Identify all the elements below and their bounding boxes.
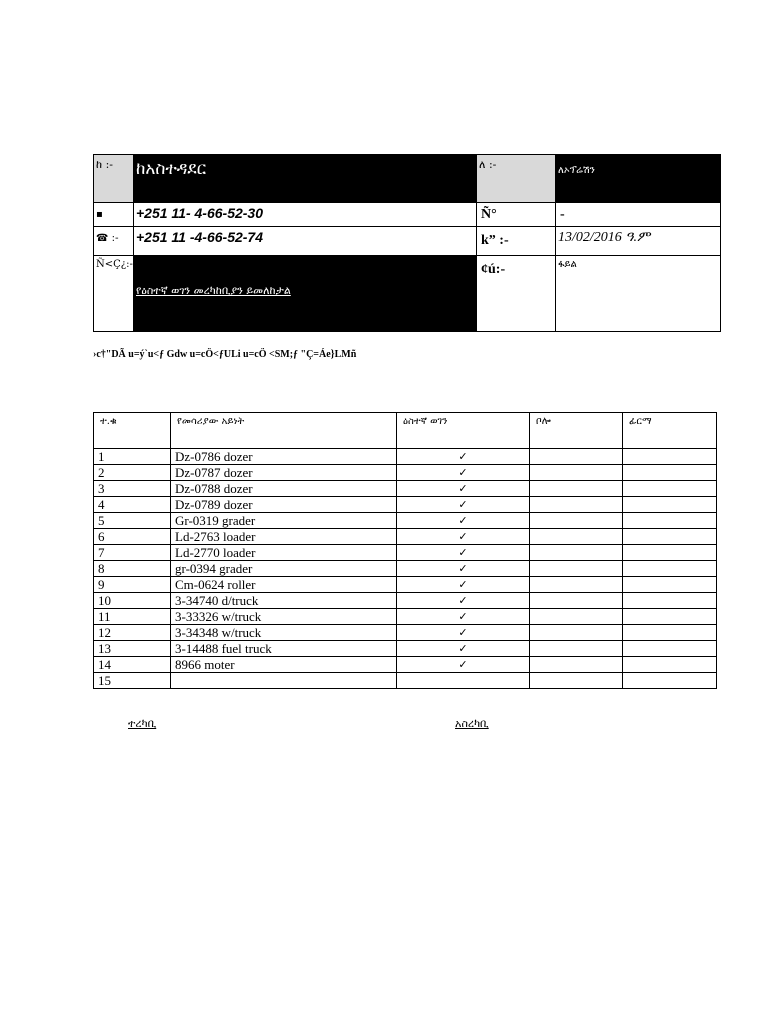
cell-check: ✓: [397, 449, 530, 465]
cell-bolo: [530, 561, 623, 577]
cell-type: Dz-0788 dozer: [171, 481, 397, 497]
cell-bolo: [530, 529, 623, 545]
cell-type: 3-34348 w/truck: [171, 625, 397, 641]
cell-check: ✓: [397, 641, 530, 657]
cc-label: ¢ú:-: [477, 256, 556, 332]
cell-bolo: [530, 593, 623, 609]
cell-check: ✓: [397, 513, 530, 529]
memo-header-table: [93, 154, 721, 332]
cell-signature: [623, 545, 717, 561]
cell-check: ✓: [397, 657, 530, 673]
cell-type: gr-0394 grader: [171, 561, 397, 577]
cell-no: 13: [94, 641, 171, 657]
cell-signature: [623, 481, 717, 497]
reference-line: ›c†"DÃ u=ý`u<ƒ Gdw u=cÖ<ƒULi u=cÖ <SM;ƒ "Ç=Áe}LMñ: [93, 349, 357, 360]
date-label: k” :-: [477, 227, 556, 256]
cell-type: 8966 moter: [171, 657, 397, 673]
cell-no: 1: [94, 449, 171, 465]
cell-check: ✓: [397, 529, 530, 545]
to-label: ለ :-: [477, 155, 556, 203]
cell-signature: [623, 593, 717, 609]
cell-bolo: [530, 465, 623, 481]
phone2-label: ☎ :-: [94, 227, 134, 256]
from-label: ከ :-: [94, 155, 134, 203]
col-header-no: ተ.ቁ: [94, 413, 171, 449]
cell-signature: [623, 625, 717, 641]
cell-no: 2: [94, 465, 171, 481]
cell-check: ✓: [397, 545, 530, 561]
cell-signature: [623, 577, 717, 593]
cell-signature: [623, 609, 717, 625]
cell-signature: [623, 641, 717, 657]
date-value: 13/02/2016 ዓ.ም: [556, 227, 721, 256]
cell-type: Dz-0787 dozer: [171, 465, 397, 481]
cell-signature: [623, 529, 717, 545]
cell-bolo: [530, 657, 623, 673]
table-row: [94, 449, 717, 465]
cell-check: ✓: [397, 625, 530, 641]
cell-check: [397, 673, 530, 689]
cell-no: 14: [94, 657, 171, 673]
cell-signature: [623, 657, 717, 673]
table-row: [94, 465, 717, 481]
table-row: [94, 673, 717, 689]
cell-bolo: [530, 497, 623, 513]
cell-bolo: [530, 481, 623, 497]
table-row: [94, 513, 717, 529]
cell-signature: [623, 673, 717, 689]
cell-type: Ld-2770 loader: [171, 545, 397, 561]
cell-check: ✓: [397, 465, 530, 481]
cell-check: ✓: [397, 481, 530, 497]
table-row: [94, 641, 717, 657]
ref-value: -: [556, 203, 721, 227]
cell-type: Dz-0789 dozer: [171, 497, 397, 513]
cell-signature: [623, 497, 717, 513]
from-value: ከአስተዳደር: [134, 155, 477, 203]
cell-check: ✓: [397, 497, 530, 513]
cell-bolo: [530, 577, 623, 593]
table-row: [94, 593, 717, 609]
cell-no: 12: [94, 625, 171, 641]
cell-type: [171, 673, 397, 689]
cell-no: 7: [94, 545, 171, 561]
table-row: [94, 625, 717, 641]
cc-value: ፋይል: [556, 256, 721, 332]
cell-no: 6: [94, 529, 171, 545]
cell-check: ✓: [397, 577, 530, 593]
cell-bolo: [530, 513, 623, 529]
cell-signature: [623, 513, 717, 529]
table-row: [94, 481, 717, 497]
cell-bolo: [530, 641, 623, 657]
cell-no: 4: [94, 497, 171, 513]
equipment-table: [93, 412, 717, 689]
cell-signature: [623, 449, 717, 465]
subject-value: የዕስተኛ ወገን መረካከቢያን ይመለከታል: [134, 256, 477, 332]
cell-type: 3-14488 fuel truck: [171, 641, 397, 657]
ref-label: Ñ°: [477, 203, 556, 227]
table-header-row: [94, 413, 717, 449]
col-header-signature: ፊርማ: [623, 413, 717, 449]
cell-type: 3-33326 w/truck: [171, 609, 397, 625]
cell-bolo: [530, 673, 623, 689]
cell-type: Cm-0624 roller: [171, 577, 397, 593]
table-row: [94, 577, 717, 593]
phone2-value: +251 11 -4-66-52-74: [134, 227, 477, 256]
cell-no: 9: [94, 577, 171, 593]
col-header-bolo: ቦሎ: [530, 413, 623, 449]
cell-bolo: [530, 625, 623, 641]
table-row: [94, 545, 717, 561]
received-by-label: ተረካቢ: [128, 717, 157, 730]
cell-check: ✓: [397, 561, 530, 577]
table-row: [94, 561, 717, 577]
cell-check: ✓: [397, 593, 530, 609]
cell-signature: [623, 561, 717, 577]
phone1-value: +251 11- 4-66-52-30: [134, 203, 477, 227]
to-value: ለኦፕሬሽን: [556, 155, 721, 203]
col-header-third-party: ዕስተኛ ወገን: [397, 413, 530, 449]
cell-bolo: [530, 545, 623, 561]
col-header-type: የመሳሪያው አይነት: [171, 413, 397, 449]
cell-bolo: [530, 449, 623, 465]
cell-signature: [623, 465, 717, 481]
table-row: [94, 657, 717, 673]
table-row: [94, 609, 717, 625]
table-row: [94, 497, 717, 513]
cell-no: 3: [94, 481, 171, 497]
cell-no: 5: [94, 513, 171, 529]
cell-no: 8: [94, 561, 171, 577]
cell-type: Dz-0786 dozer: [171, 449, 397, 465]
cell-no: 11: [94, 609, 171, 625]
table-row: [94, 529, 717, 545]
phone1-label: [94, 203, 134, 227]
cell-no: 10: [94, 593, 171, 609]
cell-no: 15: [94, 673, 171, 689]
handed-by-label: አስረካቢ: [455, 717, 489, 730]
cell-type: Ld-2763 loader: [171, 529, 397, 545]
subject-label: Ñ<Ç¿:-: [94, 256, 134, 332]
cell-type: 3-34740 d/truck: [171, 593, 397, 609]
cell-bolo: [530, 609, 623, 625]
cell-type: Gr-0319 grader: [171, 513, 397, 529]
cell-check: ✓: [397, 609, 530, 625]
fax-icon: ▪: [96, 209, 103, 220]
